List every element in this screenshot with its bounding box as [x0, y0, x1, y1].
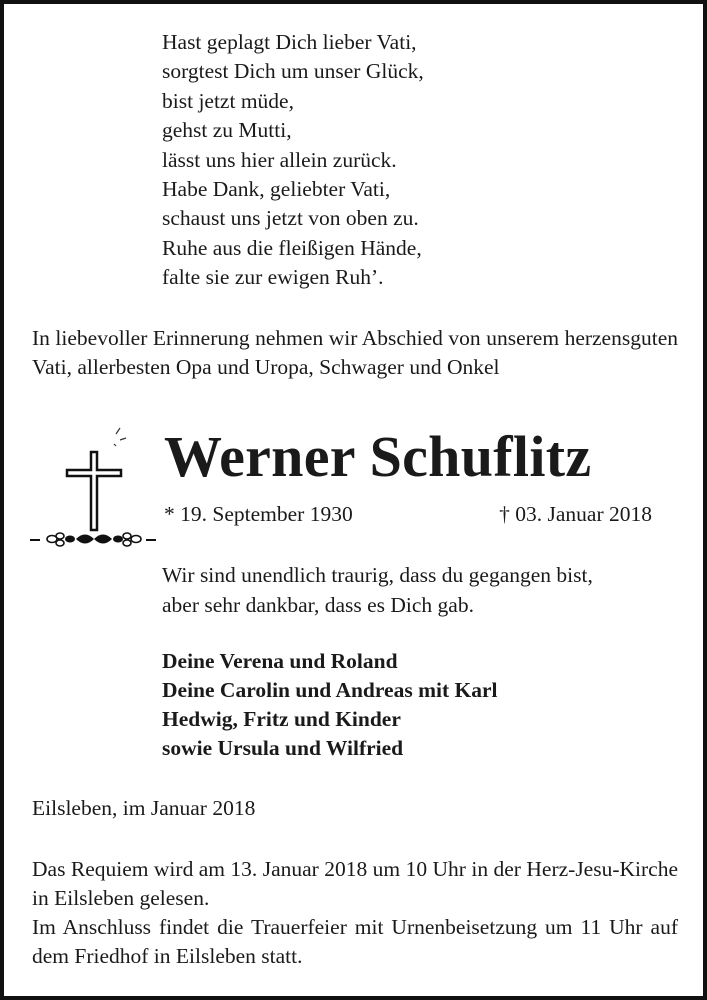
mourner-line: Deine Verena und Roland	[162, 649, 398, 673]
grief-text	[162, 560, 593, 620]
deceased-name: Werner Schuflitz	[164, 424, 592, 489]
death-date: † 03. Januar 2018	[499, 502, 652, 526]
mourner-line: sowie Ursula und Wilfried	[162, 736, 404, 760]
mourner-line: Hedwig, Fritz und Kinder	[162, 707, 401, 731]
poem-line: Habe Dank, geliebter Vati,	[162, 177, 391, 202]
mourner-line: Deine Carolin und Andreas mit Karl	[162, 678, 498, 702]
poem-line: falte sie zur ewigen Ruh’.	[162, 265, 384, 290]
poem-line: schaust uns jetzt von oben zu.	[162, 206, 419, 231]
floral-ornament-icon	[30, 533, 156, 546]
intro-text: In liebevoller Erinnerung nehmen wir Abschied von unserem herzensguten Vati, allerbesten Opa und Uropa, Schwager und Onkel	[32, 326, 678, 379]
place-date: Eilsleben, im Januar 2018	[32, 796, 256, 820]
poem-line: lässt uns hier allein zurück.	[162, 147, 397, 172]
poem-line: sorgtest Dich um unser Glück,	[162, 59, 424, 84]
poem-line: Ruhe aus die fleißigen Hände,	[162, 235, 422, 260]
poem-line: Hast geplagt Dich lieber Vati,	[162, 30, 417, 54]
poem-line: bist jetzt müde,	[162, 88, 294, 113]
birth-date: * 19. September 1930	[164, 502, 353, 526]
poem-line: gehst zu Mutti,	[162, 118, 292, 143]
cross-icon	[30, 426, 160, 556]
poem	[162, 28, 424, 293]
requiem-info	[32, 855, 678, 971]
burial-paragraph: Im Anschluss findet die Trauerfeier mit Urnenbeisetzung um 11 Uhr auf dem Friedhof in Eilsleben statt.	[32, 915, 678, 968]
grief-line: Wir sind unendlich traurig, dass du gegangen bist,	[162, 563, 593, 587]
requiem-paragraph: Das Requiem wird am 13. Januar 2018 um 10 Uhr in der Herz-Jesu-Kirche in Eilsleben gelesen.	[32, 857, 678, 910]
grief-line: aber sehr dankbar, dass es Dich gab.	[162, 593, 474, 617]
mourners-list	[162, 647, 497, 763]
